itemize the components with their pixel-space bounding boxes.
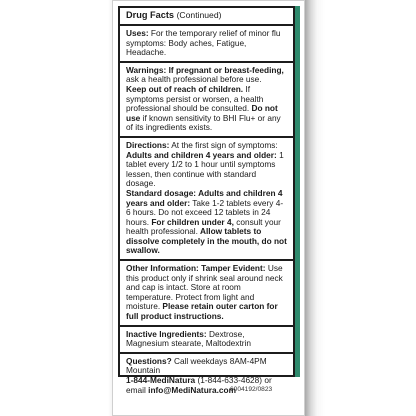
directions-adults: Adults and children 4 years and older: — [126, 149, 277, 160]
warnings-do-not-use: Do not use — [126, 103, 278, 123]
directions-standard-text: Take 1-2 tablets every 4-6 hours. Do not exceed 12 tablets in 24 hours. — [126, 197, 284, 227]
other-info-retain: Please retain outer carton for full product instructions. — [126, 301, 278, 322]
questions-heading: Questions? — [126, 355, 172, 366]
background-left — [0, 0, 112, 416]
directions-heading: Directions: — [126, 139, 170, 150]
directions-intro: At the first sign of symptoms: — [169, 139, 278, 150]
drug-facts-title — [120, 10, 293, 26]
directions-adults-text: 1 tablet every 1/2 to 1 hour until symptoms lessen, then continue with standard dosage. — [126, 149, 284, 189]
directions-standard: Standard dosage: Adults and children 4 years and older: — [126, 187, 283, 208]
warnings-keep-out: Keep out of reach of children. — [126, 83, 244, 94]
background-right — [305, 0, 416, 416]
uses-text: For the temporary relief of minor flu symptoms: Body aches, Fatigue, Headache. — [126, 28, 281, 58]
questions-phone: 1-844-MediNatura — [126, 375, 196, 385]
questions-text: Call weekdays 8AM-4PM Mountain — [126, 355, 267, 376]
inactive-heading: Inactive Ingredients: — [126, 328, 207, 339]
questions-phone-number: (1-844-633-4628) or email — [126, 375, 272, 395]
warnings-pregnant: If pregnant or breast-feeding, — [166, 64, 284, 75]
warnings-pregnant-text: ask a health professional before use. — [126, 74, 262, 85]
warnings-sensitivity-text: if known sensitivity to BHI Flu+ or any of its ingredients exists. — [126, 112, 281, 133]
uses-heading: Uses: — [126, 28, 149, 38]
directions-under4: For children under 4, — [149, 216, 234, 227]
accent-strip — [295, 6, 300, 377]
warnings-heading: Warnings: — [126, 64, 167, 75]
inactive-section — [120, 327, 293, 354]
warnings-persist-text: If symptoms persist or worsen, a health professional should be consulted. — [126, 83, 264, 114]
other-info-heading: Other Information: Tamper Evident: — [126, 263, 266, 274]
product-code: 6004192/0823 — [230, 386, 273, 393]
warnings-section — [120, 63, 293, 138]
title-continued: (Continued) — [176, 10, 222, 20]
inactive-text: Dextrose, Magnesium stearate, Maltodextrin — [126, 328, 251, 349]
uses-section — [120, 26, 293, 63]
other-info-text: Use this product only if shrink seal around neck and cap is intact. Store at room temperature. Protect from light and moisture. — [126, 263, 283, 312]
directions-under4-text: consult your health professional. — [126, 216, 281, 237]
directions-dissolve: Allow tablets to dissolve completely in the mouth, do not swallow. — [126, 226, 287, 256]
questions-email: info@MediNatura.com — [145, 384, 236, 395]
other-info-section — [120, 261, 293, 327]
title-text: Drug Facts — [126, 10, 174, 20]
directions-section — [120, 138, 293, 261]
